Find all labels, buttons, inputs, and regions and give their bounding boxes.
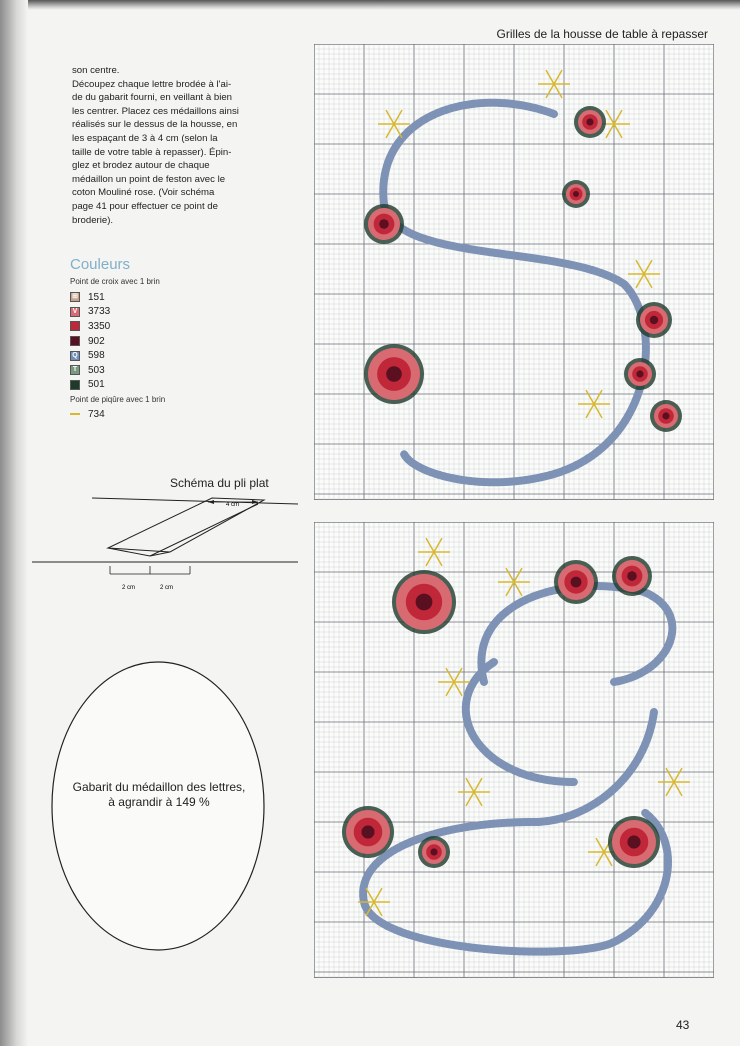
rose-motif	[364, 204, 404, 244]
color-code: 3733	[88, 306, 111, 318]
instructions-text	[72, 64, 272, 227]
fold-diagram	[30, 490, 305, 590]
medallion-label-line2: à agrandir à 149 %	[108, 795, 210, 809]
cross-stitch-grid-letter-e	[314, 522, 714, 978]
legend-item	[70, 334, 110, 349]
cross-stitch-label: Point de croix avec 1 brin	[70, 277, 160, 286]
book-spine-shadow	[0, 0, 28, 1046]
backstitch-code: 734	[88, 408, 105, 420]
instruction-line: broderie).	[72, 214, 114, 226]
color-swatch	[70, 336, 80, 346]
legend-item	[70, 348, 110, 363]
legend-item	[70, 305, 110, 320]
rose-motif	[612, 556, 652, 596]
color-legend	[70, 290, 110, 392]
instruction-line: son centre.	[72, 65, 120, 76]
instruction-line: les centrer. Placez ces médaillons ainsi	[72, 105, 239, 117]
medallion-template-label	[52, 780, 266, 810]
instruction-line: médaillon un point de feston avec le	[72, 173, 226, 185]
fold-diagram-title: Schéma du pli plat	[170, 476, 269, 490]
rose-motif	[636, 302, 672, 338]
dim-right-label: 2 cm	[160, 585, 174, 590]
grid-lines	[314, 44, 714, 500]
instruction-line: Découpez chaque lettre brodée à l'ai-	[72, 78, 232, 90]
color-swatch	[70, 321, 80, 331]
rose-motif	[392, 570, 456, 634]
rose-motif	[574, 106, 606, 138]
backstitch-label: Point de piqûre avec 1 brin	[70, 395, 166, 404]
color-code: 598	[88, 350, 105, 362]
backstitch-legend-item	[70, 407, 105, 421]
instruction-line: glez et brodez autour de chaque	[72, 160, 210, 172]
dim-top-label: 4 cm	[226, 502, 240, 508]
instruction-line: taille de votre table à repasser). Épin-	[72, 146, 232, 158]
page-top-edge	[0, 0, 740, 10]
color-swatch: ⊞	[70, 292, 80, 302]
rose-motif	[554, 560, 598, 604]
color-code: 3350	[88, 320, 111, 332]
legend-item	[70, 290, 110, 305]
rose-motif	[418, 836, 450, 868]
page-number: 43	[676, 1018, 690, 1032]
instruction-line: de du gabarit fourni, en veillant à bien	[72, 92, 233, 104]
color-code: 902	[88, 335, 105, 347]
legend-item	[70, 319, 110, 334]
dim-left-label: 2 cm	[122, 585, 136, 590]
color-code: 503	[88, 364, 105, 376]
color-swatch: V	[70, 307, 80, 317]
color-swatch	[70, 380, 80, 390]
legend-item	[70, 363, 110, 378]
rose-motif	[650, 400, 682, 432]
instruction-line: page 41 pour effectuer ce point de	[72, 200, 218, 212]
instruction-line: les espaçant de 3 à 4 cm (selon la	[72, 132, 218, 144]
color-swatch: Q	[70, 351, 80, 361]
rose-motif	[608, 816, 660, 868]
rose-motif	[342, 806, 394, 858]
instruction-line: coton Mouliné rose. (Voir schéma	[72, 187, 215, 199]
backstitch-swatch	[70, 413, 80, 415]
medallion-label-line1: Gabarit du médaillon des lettres,	[72, 780, 246, 794]
cross-stitch-grid-letter-s	[314, 44, 714, 500]
colors-heading: Couleurs	[70, 256, 131, 273]
color-code: 151	[88, 291, 105, 303]
legend-item	[70, 378, 110, 393]
grids-title: Grilles de la housse de table à repasser	[496, 27, 708, 41]
instruction-line: réalisés sur le dessus de la housse, en	[72, 119, 238, 131]
color-swatch: T	[70, 365, 80, 375]
color-code: 501	[88, 379, 105, 391]
rose-motif	[624, 358, 656, 390]
rose-motif	[364, 344, 424, 404]
rose-motif	[562, 180, 590, 208]
